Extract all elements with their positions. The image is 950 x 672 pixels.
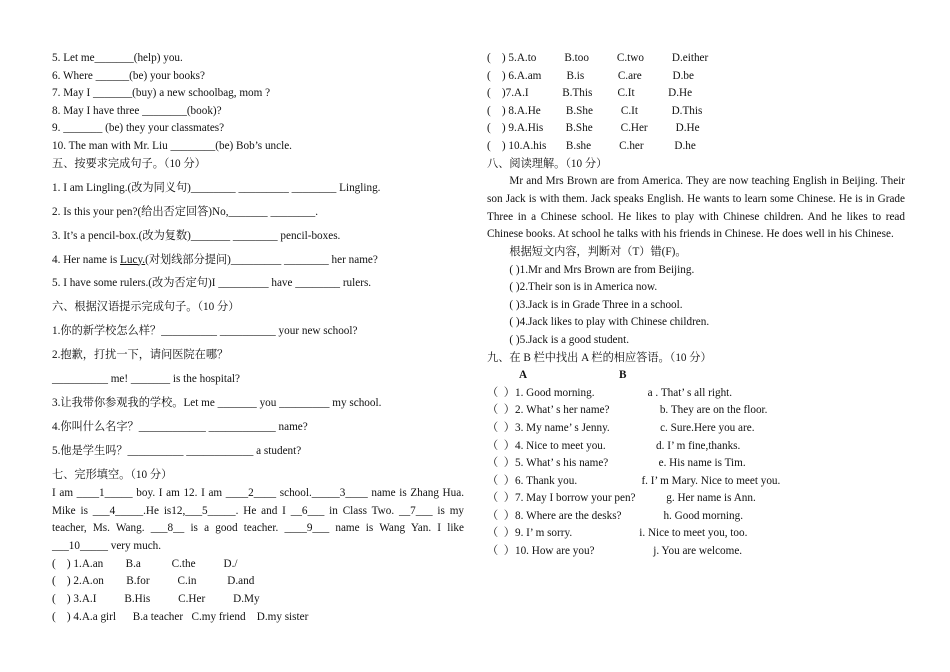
sec7-option-7: ( )7.A.I B.This C.It D.He [487, 87, 693, 100]
sec9-item-5: （ ）5. What’ s his name? e. His name is Tim. [487, 457, 746, 470]
sec9-item-9: （ ）9. I’ m sorry. i. Nice to meet you, too. [487, 527, 748, 540]
right-column [487, 50, 905, 561]
section-9-title: 九、在 B 栏中找出 A 栏的相应答语。（10 分） [487, 351, 712, 364]
sec7-option-9: ( ) 9.A.His B.She C.Her D.He [487, 122, 700, 135]
sec4-item-7: 7. May I _______(buy) a new schoolbag, mom ? [52, 87, 271, 100]
sec7-passage: I am ____1_____ boy. I am 12. I am ____2____ school._____3____ name is Zhang Hua. Mike is ___4_____.He is12,___5_____. He and I __6___ in Class Two. __7___ is my teacher, Ms. Wang. ___8__ is a good teacher. ____9___ name is Wang Yan. I like ___10_____ very much. [52, 486, 464, 553]
sec9-item-7: （ ）7. May I borrow your pen? g. Her name is Ann. [487, 492, 756, 505]
sec5-item-2: 2. Is this your pen?(给出否定回答)No,_______ ________. [52, 205, 318, 218]
sec8-item-1: ( )1.Mr and Mrs Brown are from Beijing. [509, 263, 695, 276]
sec7-option-5: ( ) 5.A.to B.too C.two D.either [487, 52, 709, 64]
left-column [52, 50, 464, 626]
sec6-item-3: 3.让我带你参观我的学校。Let me _______ you _________ my school. [52, 397, 382, 410]
sec8-item-3: ( )3.Jack is in Grade Three in a school. [509, 298, 683, 311]
sec5-item-4-post: (对划线部分提问)_________ ________ her name? [145, 253, 378, 266]
sec6-item-1: 1.你的新学校怎么样？__________ __________ your new school? [52, 325, 358, 338]
sec5-item-4-pre: 4. Her name is [52, 253, 121, 266]
sec6-item-5: 5.他是学生吗？__________ ____________ a student? [52, 445, 302, 458]
sec4-item-6: 6. Where ______(be) your books? [52, 69, 205, 82]
sec6-item-2: 2.抱歉，打扰一下，请问医院在哪？ [52, 349, 229, 362]
sec5-item-3: 3. It’s a pencil-box.(改为复数)_______ ________ pencil-boxes. [52, 229, 341, 242]
sec7-option-3: ( ) 3.A.I B.His C.Her D.My [52, 592, 260, 605]
sec7-option-2: ( ) 2.A.on B.for C.in D.and [52, 575, 255, 588]
sec7-option-8: ( ) 8.A.He B.She C.It D.This [487, 104, 703, 117]
sec6-item-2-answer: __________ me! _______ is the hospital? [52, 373, 240, 386]
sec8-passage: Mr and Mrs Brown are from America. They are now teaching English in Beijing. Their son Jack is with them. Jack speaks English. He wants to learn some Chinese. He is in Grade Three in a Chinese school. He likes to play with Chinese children. And he likes to read Chinese books. At school he talks with his friends in Chinese. He does well in his Chinese. [487, 175, 905, 241]
sec8-instruction: 根据短文内容，判断对（T）错(F)。 [509, 245, 687, 258]
section-8-title: 八、阅读理解。（10 分） [487, 157, 608, 170]
sec5-item-4-underlined: Lucy. [120, 253, 146, 266]
sec4-item-8: 8. May I have three ________(book)? [52, 104, 222, 117]
sec9-item-3: （ ）3. My name’ s Jenny. c. Sure.Here you are. [487, 421, 755, 434]
sec4-item-10: 10. The man with Mr. Liu ________(be) Bob’s uncle. [52, 139, 292, 152]
sec7-option-1: ( ) 1.A.an B.a C.the D./ [52, 557, 238, 570]
sec6-item-4: 4.你叫什么名字？____________ ____________ name? [52, 421, 308, 434]
sec9-column-heads [487, 367, 905, 385]
sec7-option-10: ( ) 10.A.his B.she C.her D.he [487, 139, 696, 152]
sec7-option-6: ( ) 6.A.am B.is C.are D.be [487, 69, 694, 82]
sec9-item-6: （ ）6. Thank you. f. I’ m Mary. Nice to meet you. [487, 474, 781, 487]
section-7-title: 七、完形填空。（10 分） [52, 469, 173, 482]
sec8-item-4: ( )4.Jack likes to play with Chinese children. [509, 316, 710, 329]
sec4-item-5: 5. Let me_______(help) you. [52, 52, 183, 64]
sec9-item-10: （ ）10. How are you? j. You are welcome. [487, 545, 743, 558]
sec5-item-1: 1. I am Lingling.(改为同义句)________ _________ ________ Lingling. [52, 181, 381, 194]
sec5-item-4 [52, 252, 464, 270]
sec8-item-5: ( )5.Jack is a good student. [509, 333, 630, 346]
sec7-option-4: ( ) 4.A.a girl B.a teacher C.my friend D.my sister [52, 610, 309, 623]
sec9-item-8: （ ）8. Where are the desks? h. Good morning. [487, 509, 744, 522]
sec9-item-1: （ ）1. Good morning. a . That’ s all right. [487, 386, 733, 399]
sec9-item-4: （ ）4. Nice to meet you. d. I’ m fine,thanks. [487, 439, 741, 452]
section-6-title: 六、根据汉语提示完成句子。（10 分） [52, 301, 240, 314]
sec9-head-b: B [619, 369, 627, 382]
sec9-head-a: A [519, 369, 528, 382]
sec9-item-2: （ ）2. What’ s her name? b. They are on the floor. [487, 404, 768, 417]
sec8-item-2: ( )2.Their son is in America now. [509, 281, 658, 294]
section-5-title: 五、按要求完成句子。（10 分） [52, 157, 206, 170]
sec4-item-9: 9. _______ (be) they your classmates? [52, 122, 225, 135]
sec5-item-5: 5. I have some rulers.(改为否定句)I _________ have ________ rulers. [52, 277, 372, 290]
